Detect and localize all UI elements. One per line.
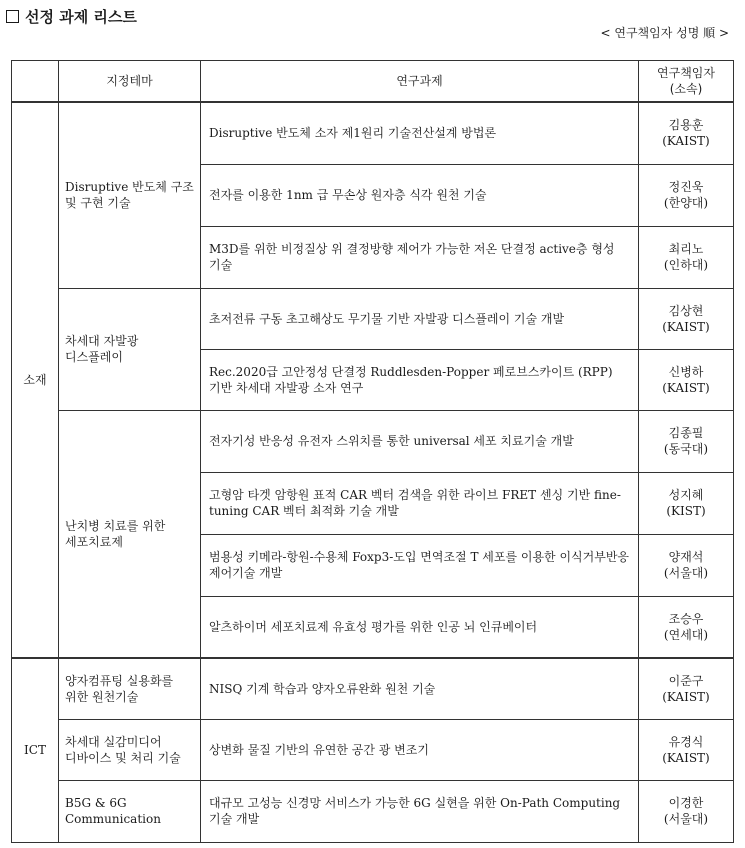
- header-row: [12, 61, 734, 103]
- page-title: [6, 5, 137, 27]
- sort-note: < 연구책임자 성명 順 >: [600, 26, 729, 40]
- pi-org: (서울대): [663, 812, 709, 826]
- pi-name: 양재석: [668, 550, 704, 564]
- pi-name: 김상현: [668, 303, 704, 318]
- header-pi-line1: 연구책임자: [657, 66, 715, 80]
- pi-name: 김종필: [668, 426, 704, 440]
- pi-name: 조승우: [668, 611, 704, 626]
- field-cell-ict: ICT: [12, 658, 59, 842]
- header-project: 연구과제: [201, 61, 639, 103]
- pi-name: 최리노: [668, 242, 704, 256]
- project-cell: M3D를 위한 비정질상 위 결정방향 제어가 가능한 저온 단결정 active층 형성 기술: [201, 226, 639, 288]
- theme-cell: 차세대 자발광 디스플레이: [59, 288, 201, 410]
- project-cell: 전자를 이용한 1nm 급 무손상 원자층 식각 원천 기술: [201, 164, 639, 226]
- project-cell: Disruptive 반도체 소자 제1원리 기술전산설계 방법론: [201, 102, 639, 164]
- pi-name: 김용훈: [668, 118, 704, 133]
- pi-name: 성지혜: [668, 488, 704, 502]
- pi-cell: [639, 349, 734, 410]
- pi-org: (KAIST): [662, 319, 710, 334]
- table-row: [12, 780, 734, 842]
- theme-cell: 난치병 치료를 위한 세포치료제: [59, 410, 201, 658]
- header-theme: 지정테마: [59, 61, 201, 103]
- pi-org: (인하대): [663, 258, 709, 272]
- pi-name: 이경한: [668, 796, 704, 810]
- project-cell: 상변화 물질 기반의 유연한 공간 광 변조기: [201, 719, 639, 780]
- theme-cell: Disruptive 반도체 구조 및 구현 기술: [59, 102, 201, 288]
- pi-org: (동국대): [663, 442, 709, 456]
- pi-cell: [639, 102, 734, 164]
- table-row: [12, 719, 734, 780]
- table-row: [12, 410, 734, 472]
- theme-cell: B5G & 6G Communication: [59, 780, 201, 842]
- header-field: [12, 61, 59, 103]
- pi-org: (한양대): [663, 196, 709, 210]
- pi-cell: [639, 226, 734, 288]
- project-cell: 대규모 고성능 신경망 서비스가 가능한 6G 실현을 위한 On-Path Computing 기술 개발: [201, 780, 639, 842]
- pi-cell: [639, 410, 734, 472]
- pi-cell: [639, 596, 734, 658]
- pi-org: (KIST): [666, 504, 706, 518]
- pi-name: 신병하: [668, 364, 704, 379]
- pi-name: 유경식: [668, 734, 704, 749]
- project-cell: 전자기성 반응성 유전자 스위치를 통한 universal 세포 치료기술 개발: [201, 410, 639, 472]
- pi-org: (KAIST): [662, 134, 710, 149]
- table-row: [12, 288, 734, 349]
- header-pi: [639, 61, 734, 103]
- page-title-text: 선정 과제 리스트: [25, 7, 137, 26]
- checkbox-square-icon: [6, 10, 19, 23]
- pi-cell: [639, 780, 734, 842]
- field-cell-materials: 소재: [12, 102, 59, 658]
- pi-org: (서울대): [663, 566, 709, 580]
- table-row: [12, 658, 734, 719]
- theme-cell: 양자컴퓨팅 실용화를 위한 원천기술: [59, 658, 201, 719]
- pi-cell: [639, 288, 734, 349]
- pi-cell: [639, 658, 734, 719]
- table-row: [12, 102, 734, 164]
- pi-cell: [639, 534, 734, 596]
- pi-cell: [639, 164, 734, 226]
- pi-cell: [639, 472, 734, 534]
- pi-org: (연세대): [663, 627, 709, 642]
- pi-org: (KAIST): [662, 750, 710, 765]
- pi-org: (KAIST): [662, 689, 710, 704]
- project-cell: NISQ 기계 학습과 양자오류완화 원천 기술: [201, 658, 639, 719]
- project-cell: 범용성 키메라-항원-수용체 Foxp3-도입 면역조절 T 세포를 이용한 이식거부반응 제어기술 개발: [201, 534, 639, 596]
- header-pi-line2: (소속): [669, 82, 703, 96]
- project-cell: 알츠하이머 세포치료제 유효성 평가를 위한 인공 뇌 인큐베이터: [201, 596, 639, 658]
- project-cell: Rec.2020급 고안정성 단결정 Ruddlesden-Popper 페로브스카이트 (RPP) 기반 차세대 자발광 소자 연구: [201, 349, 639, 410]
- pi-cell: [639, 719, 734, 780]
- project-cell: 초저전류 구동 초고해상도 무기물 기반 자발광 디스플레이 기술 개발: [201, 288, 639, 349]
- pi-org: (KAIST): [662, 380, 710, 395]
- theme-cell: 차세대 실감미디어 디바이스 및 처리 기술: [59, 719, 201, 780]
- pi-name: 정진욱: [668, 180, 704, 194]
- pi-name: 이준구: [668, 673, 704, 688]
- project-cell: 고형암 타겟 암항원 표적 CAR 벡터 검색을 위한 라이브 FRET 센싱 기반 fine-tuning CAR 벡터 최적화 기술 개발: [201, 472, 639, 534]
- project-table: [11, 60, 734, 843]
